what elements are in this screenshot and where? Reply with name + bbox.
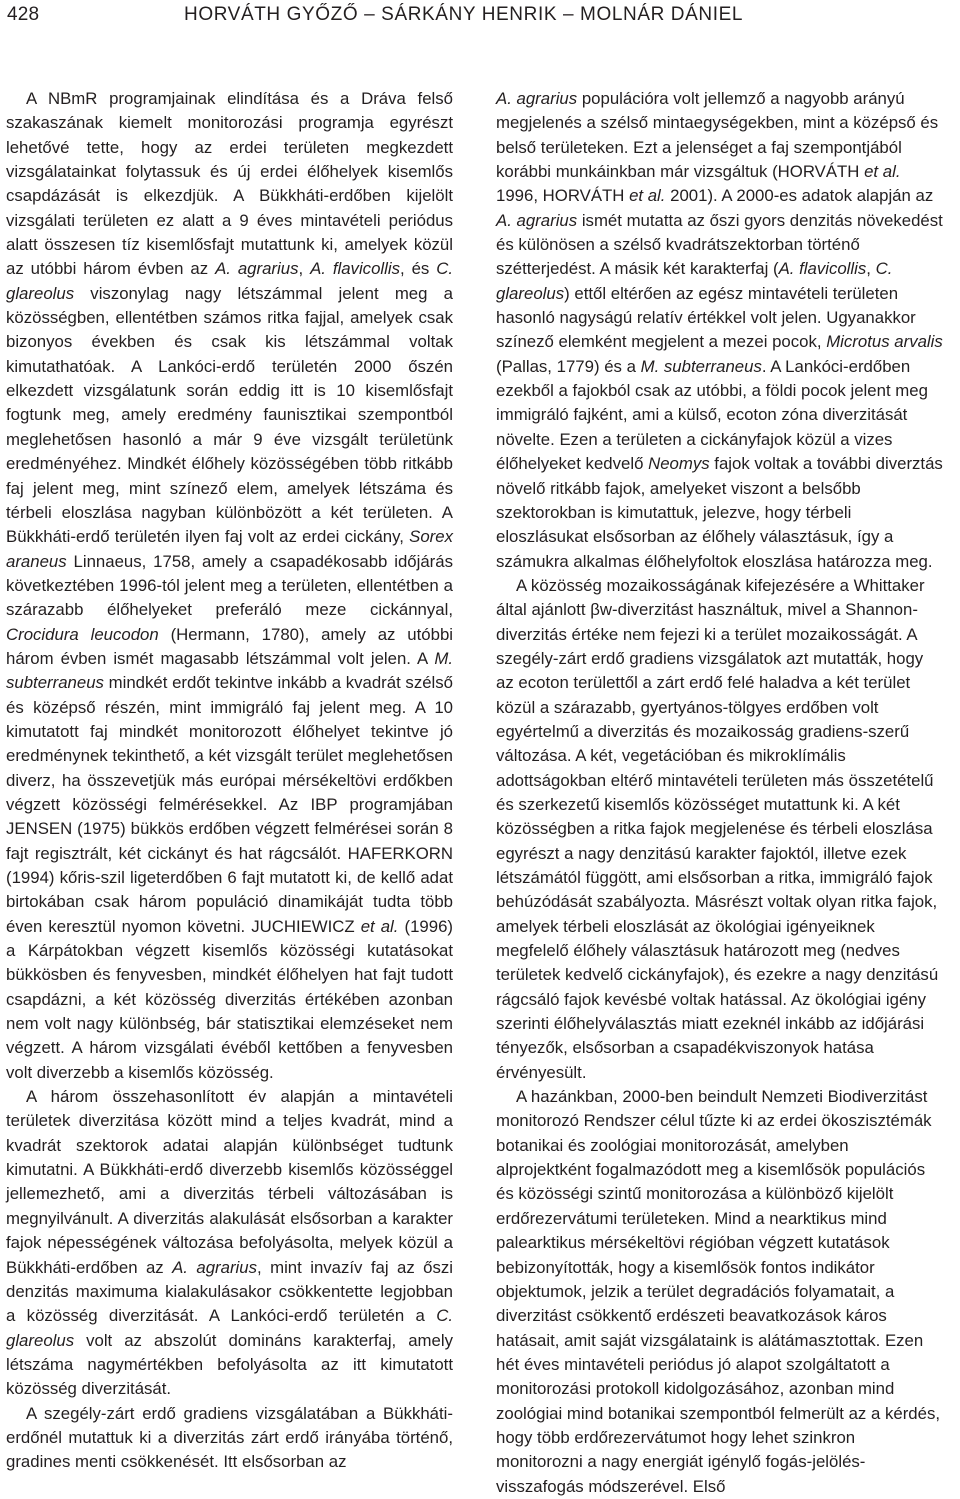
paragraph-text: viszonylag nagy létszámmal jelent meg a közösségben, ellentétben számos ritka fajjal, amelyek csak bizonyos években és csak kis létszámmal voltak kimutathatóak. A Lankóci-erdő területén 2000 őszén elkezdett vizsgálatunk során eddig itt is 10 kisemlősfajt fogtunk meg, amely eredmény faunisztikai szempontból meglehetősen hasonló a már 9 éve vizsgált területünk eredményéhez. Mindkét élőhely közösségében több ritkább faj jelent meg, mint színező elem, amelyek létszáma és térbeli eloszlása nagyban különbözött a két területen. A Bükkháti-erdő területén ilyen faj volt az erdei cickány, [6, 283, 453, 547]
italic-text: A. flavicollis [310, 259, 400, 279]
paragraph-text: (1996) a Kárpátokban végzett kisemlős közösségi kutatásokat bükkösben és fenyvesben, mindkét élőhelyen hat fajt tudott csapdázni, a két közösség diverzitás értékében azonban nem volt nagy különbség, bár statisztikai elemzéseket nem végzett. A három vizsgálati évéből kettőben a fenyvesben volt diverzebb a kisemlős közösség. [6, 916, 453, 1082]
italic-text: C. glareolus [6, 1306, 453, 1350]
italic-text: et al. [864, 162, 901, 182]
paragraph-text: populációra volt jellemző a nagyobb arányú megjelenés a szélső mintaegységekben, mint a középső és belső területeken. Ezt a jelenséget a faj szempontjából korábbi munkáinkban már vizsgáltuk (HORVÁTH [496, 89, 939, 182]
body-paragraph [496, 574, 943, 1085]
italic-text: Neomys [648, 454, 710, 474]
paragraph-text: 2001). A 2000-es adatok alapján az [665, 186, 934, 206]
body-paragraph [6, 1402, 453, 1475]
paragraph-text: , és [399, 259, 437, 279]
body-paragraph [496, 87, 943, 574]
paragraph-text: A szegély-zárt erdő gradiens vizsgálatában a Bükkháti-erdőnél mutattuk ki a diverzitás zárt erdő irányába történő, gradines menti csökkenését. Itt elsősorban az [6, 1403, 453, 1472]
paragraph-text: . A Lankóci-erdőben ezekből a fajokból csak az utóbbi, a földi pocok jelent meg immigráló fajként, ami a külső, ecoton zóna diverzitását növelte. Ezen a területen a cickányfajok közül a vizes élőhelyeket kedvelő [496, 356, 928, 474]
paragraph-text: , [866, 259, 876, 279]
italic-text: Microtus arvalis [826, 332, 943, 352]
page-header [0, 0, 960, 36]
paragraph-text: A közösség mozaikosságának kifejezésére a Whittaker által ajánlott βw-diverzitást használtuk, mivel a Shannon-diverzitás értéke nem fejezi ki a terület mozaikosságát. A szegély-zárt erdő gradiens vizsgálatok azt mutatták, hogy az ecoton területtől a zárt erdő felé haladva a két terület közül a szárazabb, gyertyános-tölgyes erdőben volt egyértelmű a diverzitás és mozaikosság gradiens-szerű változása. A két, vegetációban és mikroklímális adottságokban eltérő mintavételi területen más összetételű és szerkezetű kisemlős közösséget mutattunk ki. A két közösségben a ritka fajok megjelenése és térbeli eloszlása egyrészt a nagy denzitású karakter fajoktól, illetve ezek létszámától függött, ami elsősorban a ritka, immigráló fajok behúzódását szabályozta. Másrészt voltak olyan ritka fajok, amelyek térbeli eloszlását az ökológiai igényeiknek megfelelő élőhely választásuk határozott meg (nedves területek kedvelő cickányfajok), és ezekre a nagy denzitású rágcsáló fajok kevésbé voltak hatással. Az ökológiai igény szerinti élőhelyválasztás miatt ezeknél inkább az időjárási tényezők, elsősorban a csapadékviszonyok hatása érvényesült. [496, 575, 939, 1082]
italic-text: Sorex araneus [6, 527, 453, 571]
italic-text: A. agrarius [496, 210, 578, 230]
page-number: 428 [7, 4, 40, 25]
paragraph-text: , mint invazív faj az őszi denzitás maximuma kialakulásakor csökkentette legjobban a közösség diverzitását. A Lankóci-erdő területén a [6, 1257, 453, 1326]
italic-text: A. agrarius [172, 1257, 258, 1277]
paragraph-text: 1996, HORVÁTH [496, 186, 630, 206]
paragraph-text: volt az abszolút domináns karakterfaj, amely létszáma nagymértékben befolyásolta az itt kimutatott közösség diverzitását. [6, 1330, 453, 1399]
paragraph-text: A NBmR programjainak elindítása és a Dráva felső szakaszának kiemelt monitorozási programja egyrészt lehetővé tette, hogy az erdei területen megkezdett vizsgálatainkat folytassuk és új erdei élőhelyek kisemlős csapdázását is elkezdjük. A Bükkháti-erdőben kijelölt vizsgálati területen ez alatt a 9 éves mintavételi periódus alatt összesen tíz kisemlősfajt mutattunk ki, amelyek közül az utóbbi három évben az [6, 89, 453, 279]
paragraph-text: (Hermann, 1780), amely az utóbbi három évben ismét magasabb létszámmal volt jelen. A [6, 624, 454, 668]
paragraph-text: A három összehasonlított év alapján a mintavételi területek diverzitása között mind a teljes kvadrát, mind a kvadrát szektorok adatai alapján különbséget tudtunk kimutatni. A Bükkháti-erdő diverzebb kisemlős közösséggel jellemezhető, ami a diverzitás térbeli változásában is megnyilvánult. A diverzitás alakulását elsősorban a karakter fajok népességének változása befolyásolta, melyek közül a Bükkháti-erdőben az [6, 1087, 453, 1277]
paragraph-text: ismét mutatta az őszi gyors denzitás növekedést és különösen a szélső kvadrátszektorban történő szétterjedést. A másik két karakterfaj ( [496, 210, 943, 279]
italic-text: C. glareolus [496, 259, 893, 303]
italic-text: et al. [629, 186, 666, 206]
paragraph-text: fajok voltak a további diverztás növelő ritkább fajok, amelyeket viszont a belsőbb szektorokban is kimutattuk, jelezve, hogy térbeli eloszlásukat elsősorban az élőhely választásuk, így a számukra alkalmas élőhelyfoltok eloszlása határozza meg. [496, 454, 943, 571]
paragraph-text: A hazánkban, 2000-ben beindult Nemzeti Biodiverzitást monitorozó Rendszer célul tűzte ki az erdei ökoszisztémák botanikai és zoológiai monitorozását, amelyben alprojektként fogalmazódott meg a kisemlősök populációs és közösségi szintű monitorozása a különböző kijelölt erdőrezervátumi területeken. Mind a nearktikus mind palearktikus mérsékeltövi régióban végzett kutatások bebizonyították, hogy a kisemlősök fontos indikátor objektumok, jelzik a terület degradációs folyamatait, a diverzitást csökkentő erdészeti beavatkozások káros hatásait, amit saját vizsgálataink is alátámasztottak. Ezen hét éves mintavételi periódus jó alapot szolgáltatott a monitorozási protokoll kidolgozásához, azonban mind zoológiai mind botanikai szempontból felmerült az a kérdés, hogy több erdőrezervátumot hogy lehet szinkron monitorozni a nagy energiát igénylő fogás-jelölés-visszafogás módszerével. Első [496, 1087, 941, 1496]
body-paragraph [496, 1085, 943, 1499]
italic-text: C. glareolus [6, 259, 453, 303]
running-head-authors: HORVÁTH GYŐZŐ – SÁRKÁNY HENRIK – MOLNÁR DÁNIEL [184, 4, 744, 25]
left-text-column [6, 87, 453, 1475]
italic-text: Crocidura leucodon [6, 624, 159, 644]
body-paragraph [6, 1085, 453, 1401]
paragraph-text: (Pallas, 1779) és a [496, 356, 641, 376]
italic-text: et al. [360, 916, 399, 936]
italic-text: A. agrarius [215, 259, 299, 279]
paragraph-text: Linnaeus, 1758, amely a csapadékosabb időjárás következtében 1996-tól jelent meg a területen, ellentétben a szárazabb élőhelyeket preferáló meze cickánnyal, [6, 551, 453, 620]
italic-text: A. agrarius [496, 89, 578, 108]
paragraph-text: , [298, 259, 311, 279]
body-paragraph [6, 87, 453, 1085]
italic-text: M. subterraneus [640, 356, 762, 376]
paragraph-text: mindkét erdőt tekintve inkább a kvadrát szélső és középső részén, mint immigráló faj jelent meg. A 10 kimutatott faj mindkét monitorozott élőhelyet tekintve jó eredménynek tekinthető, a két vizsgált terület meglehetősen diverz, ha összevetjük más európai mérsékeltövi erdőkben végzett közösségi felmérésekkel. Az IBP programjában JENSEN (1975) bükkös erdőben végzett felmérései során 8 fajt regisztrált, két cickányt és hat rágcsálót. HAFERKORN (1994) kőris-szil ligeterdőben 6 fajt mutatott ki, de kellő adat birtokában csak három populáció dinamikáját tudta több éven keresztül nyomon követni. JUCHIEWICZ [6, 673, 453, 936]
italic-text: M. subterraneus [6, 648, 453, 693]
right-text-column [496, 87, 943, 1499]
paragraph-text: ) ettől eltérően az egész mintavételi területen hasonló nagyságú relatív értékkel volt jelen. Ugyanakkor színező elemként megjelent a mezei pocok, [496, 283, 916, 352]
italic-text: A. flavicollis [778, 259, 867, 279]
